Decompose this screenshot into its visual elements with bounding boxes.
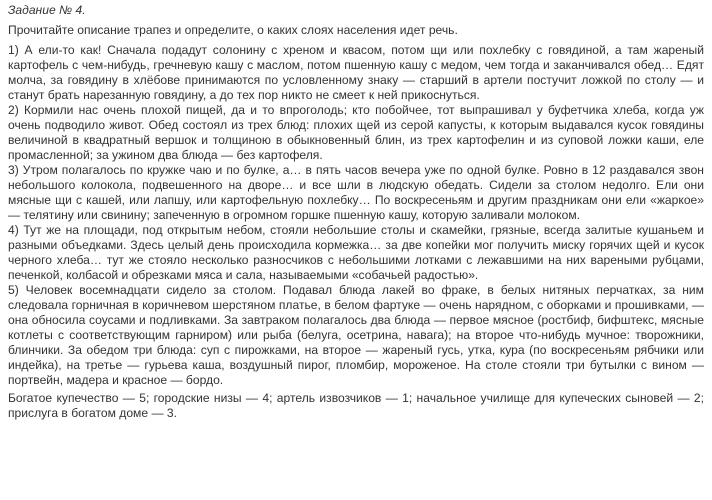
passage-2: 2) Кормили нас очень плохой пищей, да и то впроголодь; кто побойчее, тот выпрашивал у буфетчика хлеба, когда уж очень подводило живот. Обед состоял из трех блюд: плохих щей из серой капусты, к которым выдавался кусок говядины величиной в квадратный вершок и толщиною в обыкновенный блин, из трех картофелин и из суповой ложки каши, еле промасленной; за ужином два блюда — без картофеля. (8, 103, 704, 162)
task-title: Задание № 4. (8, 3, 86, 17)
passage-1: 1) А ели-то как! Сначала подадут солонину с хреном и квасом, потом щи или похлебку с говядиной, а там жареный картофель с чем-нибудь, гречневую кашу с маслом, потом пшенную кашу с медом, чем тогда и заканчивался обед… Едят молча, за говядину в хлёбове принимаются по условленному знаку — старший в артели постучит ложкой по столу — и станут брать нарезанную говядину, а до тех пор никто не смеет к ней прикоснуться. (8, 43, 704, 102)
passage-4: 4) Тут же на площади, под открытым небом, стояли небольшие столы и скамейки, грязные, всегда залитые кушаньем и разными объедками. Здесь целый день происходила кормежка… за две копейки мог получить миску горячих щей и кусок черного хлеба… тут же стояло несколько разносчиков с небольшими лотками с лежавшими на них вареными рубцами, печенкой, колбасой и обрезками мяса и сала, называемыми «собачьей радостью». (8, 223, 704, 282)
passage-5: 5) Человек восемнадцати сидело за столом. Подавал блюда лакей во фраке, в белых нитяных перчатках, за ним следовала горничная в коричневом шерстяном платье, в белом фартуке — очень нарядном, с оборками и прошивками, — она обносила соусами и подливками. За завтраком полагалось два блюда — первое мясное (ростбиф, бифштекс, мясные котлеты с соответствующим гарниром) или рыба (белуга, осетрина, навага); на второе что-нибудь мучное: творожники, блинчики. За обедом три блюда: суп с пирожками, на второе — жареный гусь, утка, кура (по воскресеньям рябчики или индейка), на третье — гурьева каша, воздушный пирог, пломбир, мороженое. На столе стояли три бутылки с вином — портвейн, мадера и красное — бордо. (8, 283, 704, 387)
task-instruction: Прочитайте описание трапез и определите, о каких слоях населения идет речь. (8, 23, 458, 37)
passage-3: 3) Утром полагалось по кружке чаю и по булке, а… в пять часов вечера уже по одной булке. Ровно в 12 раздавался звон небольшого колокола, подвешенного на дворе… и все шли в людскую обедать. Сидели за столом недолго. Ели они мясные щи с кашей, или лапшу, или картофельную похлебку… По воскресеньям и другим праздникам они ели «жаркое» — телятину или свинину; запеченную в огромном горшке пшенную кашу, которую заливали молоком. (8, 163, 704, 222)
answer-key: Богатое купечество — 5; городские низы — 4; артель извозчиков — 1; начальное училище для купеческих сыновей — 2; прислуга в богатом доме — 3. (8, 391, 704, 420)
